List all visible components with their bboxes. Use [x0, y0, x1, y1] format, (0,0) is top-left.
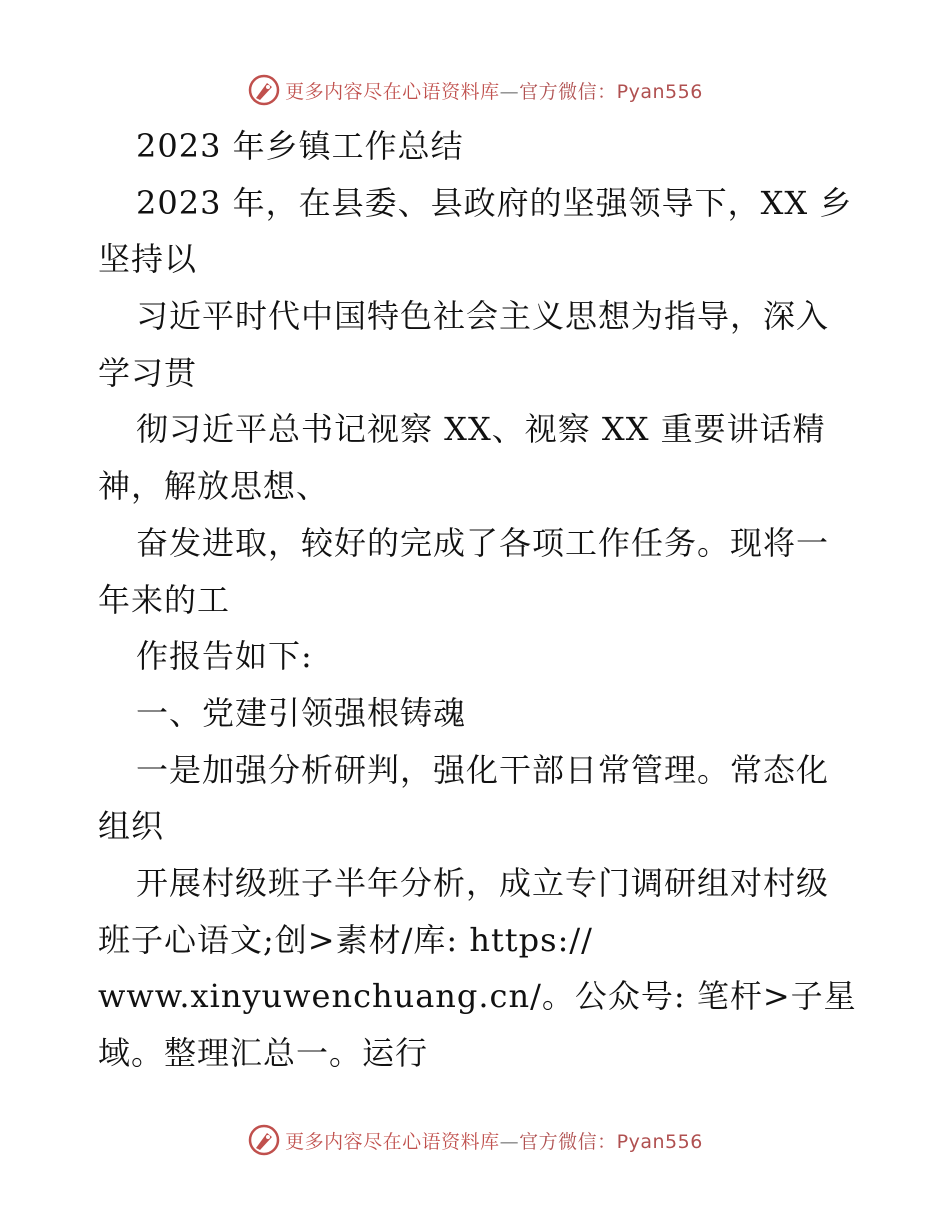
- paragraph-line: 学习贯: [98, 353, 198, 392]
- paragraph-line: 2023 年，在县委、县政府的坚强领导下，XX 乡: [136, 183, 853, 222]
- paragraph-line: 作报告如下:: [136, 637, 313, 676]
- paragraph-line: 组织: [98, 807, 165, 846]
- paragraph-line: 彻习近平总书记视察 XX、视察 XX 重要讲话精: [136, 410, 826, 449]
- paragraph-line: 域。整理汇总一。运行: [98, 1034, 429, 1072]
- paragraph-line: 开展村级班子半年分析，成立专门调研组对村级: [136, 863, 830, 902]
- document-title: 2023 年乡镇工作总结: [136, 127, 464, 165]
- paragraph-line: www.xinyuwenchuang.cn/。公众号: 笔杆>子星: [98, 977, 857, 1016]
- paragraph-line: 年来的工: [98, 580, 231, 619]
- paragraph-line: 奋发进取，较好的完成了各项工作任务。现将一: [136, 523, 830, 562]
- paragraph-line: 习近平时代中国特色社会主义思想为指导，深入: [136, 297, 830, 336]
- banner-main-text: 更多内容尽在心语资料库: [285, 80, 500, 103]
- pen-nib-logo-icon: [247, 1123, 281, 1157]
- pen-nib-logo-icon: [247, 73, 281, 107]
- banner-dash: —: [499, 80, 520, 103]
- banner-main-text: 更多内容尽在心语资料库: [285, 1130, 500, 1153]
- header-watermark-banner: [0, 70, 950, 110]
- paragraph-line: 一、党建引领强根铸魂: [136, 693, 467, 732]
- paragraph-line: 坚持以: [98, 240, 198, 279]
- paragraph-line: 班子心语文;创>素材/库: https://: [98, 920, 593, 959]
- banner-wechat-text: 官方微信：Pyan556: [519, 1130, 703, 1153]
- footer-watermark-banner: [0, 1120, 950, 1160]
- document-body: [98, 118, 858, 1082]
- paragraph-line: 神，解放思想、: [98, 467, 330, 506]
- paragraph-line: 一是加强分析研判，强化干部日常管理。常态化: [136, 750, 830, 789]
- banner-dash: —: [499, 1130, 520, 1153]
- banner-wechat-text: 官方微信：Pyan556: [519, 80, 703, 103]
